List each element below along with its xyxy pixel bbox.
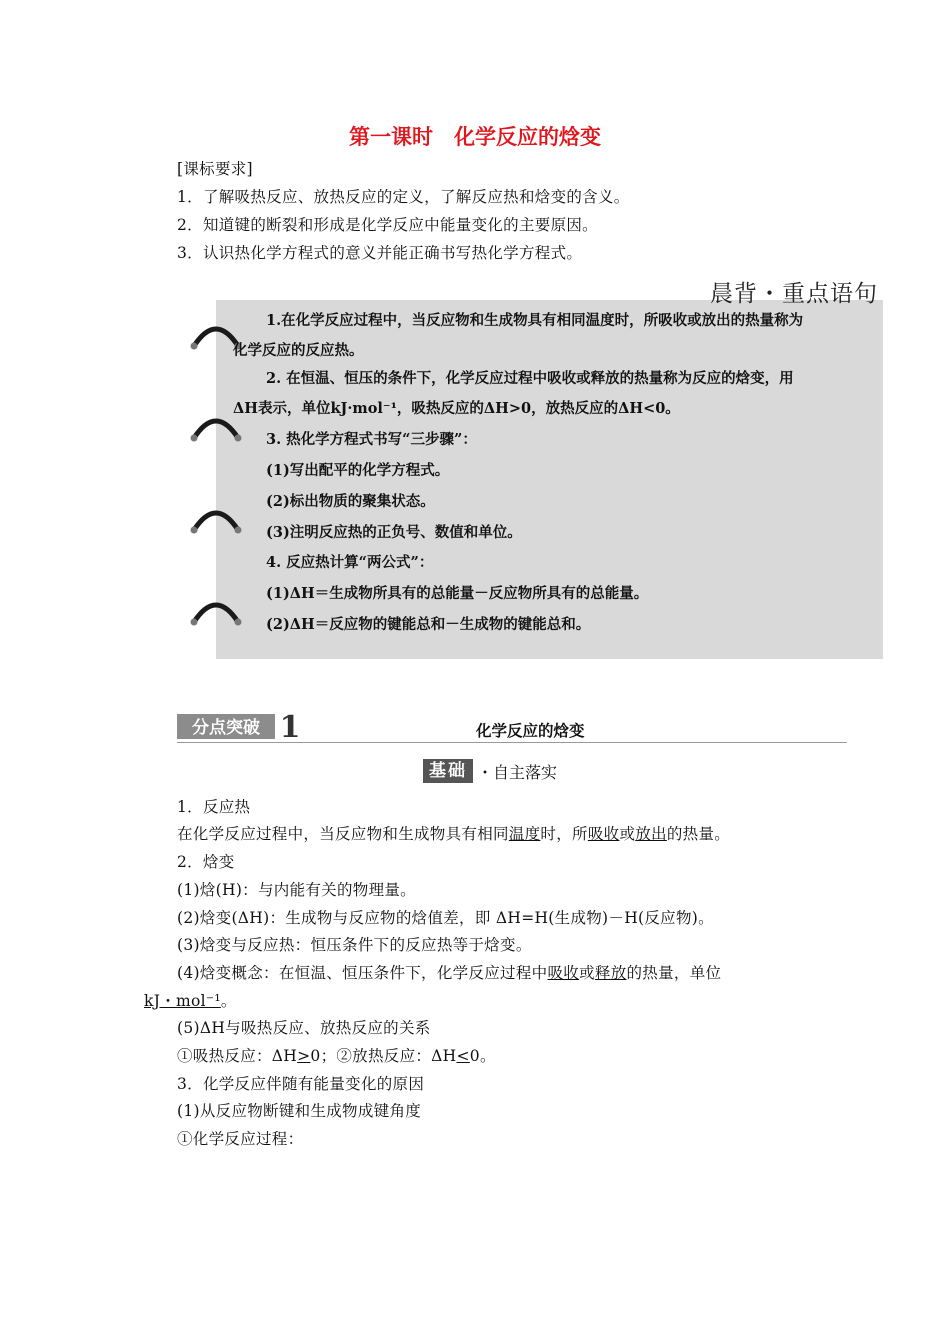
body-line: ①化学反应过程：: [177, 1130, 304, 1148]
key-sentence-line: ΔH表示，单位kJ·mol⁻¹，吸热反应的ΔH>0，放热反应的ΔH<0。: [233, 400, 680, 417]
body-line: (1)焓(H)：与内能有关的物理量。: [177, 881, 416, 899]
key-sentence-line: 化学反应的反应热。: [233, 342, 364, 359]
key-sentence-line: (1)ΔH＝生成物所具有的总能量－反应物所具有的总能量。: [266, 585, 649, 602]
key-sentence-line: (2)标出物质的聚集状态。: [266, 493, 435, 510]
requirement-item-3: 3．认识热化学方程式的意义并能正确书写热化学方程式。: [177, 244, 583, 262]
requirement-item-2: 2．知道键的断裂和形成是化学反应中能量变化的主要原因。: [177, 216, 598, 234]
body-line: 2．焓变: [177, 853, 235, 871]
body-line: (1)从反应物断键和生成物成键角度: [177, 1102, 422, 1120]
section-badge: [177, 711, 307, 741]
body-line: kJ・mol⁻¹。: [144, 992, 237, 1010]
basics-badge: 基础: [423, 759, 473, 783]
binder-ring-icon: [188, 502, 244, 536]
key-sentence-line: (2)ΔH＝反应物的键能总和－生成物的键能总和。: [266, 616, 591, 633]
body-line: (4)焓变概念：在恒温、恒压条件下，化学反应过程中吸收或释放的热量，单位: [177, 964, 722, 982]
section-badge-number: 1: [279, 711, 301, 741]
body-line: (2)焓变(ΔH)：生成物与反应物的焓值差，即 ΔH=H(生成物)－H(反应物)。: [177, 909, 714, 927]
key-sentence-line: 1.在化学反应过程中，当反应物和生成物具有相同温度时，所吸收或放出的热量称为: [266, 312, 804, 329]
key-sentence-line: (1)写出配平的化学方程式。: [266, 462, 450, 479]
body-line: (5)ΔH与吸热反应、放热反应的关系: [177, 1019, 431, 1037]
key-sentence-line: 4. 反应热计算“两公式”：: [266, 554, 434, 571]
key-sentence-line: (3)注明反应热的正负号、数值和单位。: [266, 524, 522, 541]
key-sentence-line: 3. 热化学方程式书写“三步骤”：: [266, 431, 477, 448]
requirement-item-1: 1．了解吸热反应、放热反应的定义，了解反应热和焓变的含义。: [177, 188, 630, 206]
body-line: ①吸热反应：ΔH>0；②放热反应：ΔH<0。: [177, 1047, 496, 1065]
section-badge-text: 分点突破: [192, 718, 260, 738]
binder-ring-icon: [188, 594, 244, 628]
section-title: 化学反应的焓变: [476, 721, 585, 740]
requirements-heading: [课标要求]: [177, 160, 253, 178]
body-line: (3)焓变与反应热：恒压条件下的反应热等于焓变。: [177, 936, 532, 954]
key-sentences-heading: 晨背・重点语句: [710, 281, 878, 307]
key-sentence-line: 2. 在恒温、恒压的条件下，化学反应过程中吸收或释放的热量称为反应的焓变，用: [266, 370, 794, 387]
body-line: 3．化学反应伴随有能量变化的原因: [177, 1075, 425, 1093]
basics-subtitle: ・自主落实: [477, 763, 558, 782]
section-divider: [177, 742, 847, 743]
page-title: 第一课时 化学反应的焓变: [349, 124, 601, 149]
body-line: 在化学反应过程中，当反应物和生成物具有相同温度时，所吸收或放出的热量。: [177, 825, 731, 843]
body-line: 1．反应热: [177, 798, 251, 816]
